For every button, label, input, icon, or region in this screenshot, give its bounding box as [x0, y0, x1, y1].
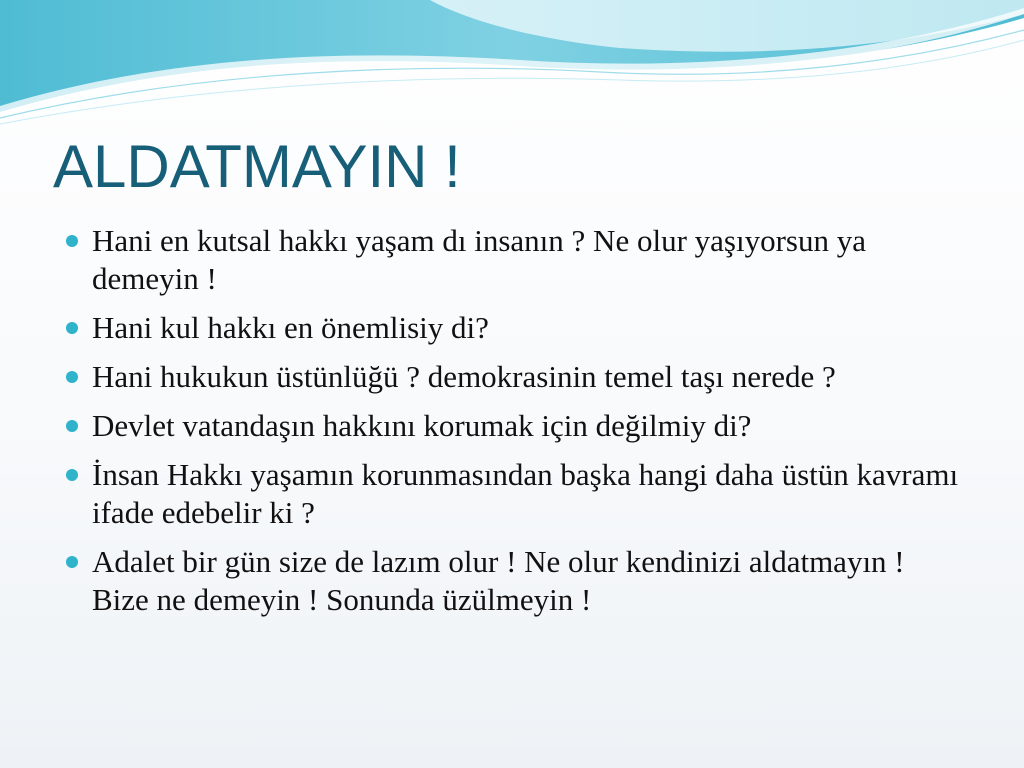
list-item — [64, 407, 964, 445]
bullet-icon — [66, 469, 78, 481]
bullet-text: Hani hukukun üstünlüğü ? demokrasinin temel taşı nerede ? — [92, 359, 836, 394]
bullet-text: Hani en kutsal hakkı yaşam dı insanın ? Ne olur yaşıyorsun ya demeyin ! — [92, 223, 866, 296]
bullet-icon — [66, 420, 78, 432]
bullet-text: Hani kul hakkı en önemlisiy di? — [92, 310, 489, 345]
bullet-icon — [66, 556, 78, 568]
list-item — [64, 309, 964, 347]
list-item — [64, 456, 964, 532]
bullet-icon — [66, 371, 78, 383]
list-item — [64, 222, 964, 298]
bullet-text: Adalet bir gün size de lazım olur ! Ne olur kendinizi aldatmayın ! Bize ne demeyin ! Sonunda üzülmeyin ! — [92, 544, 905, 617]
bullet-list — [64, 222, 964, 630]
bullet-icon — [66, 322, 78, 334]
list-item — [64, 543, 964, 619]
slide-title: ALDATMAYIN ! — [53, 133, 461, 200]
bullet-icon — [66, 235, 78, 247]
bullet-text: İnsan Hakkı yaşamın korunmasından başka hangi daha üstün kavramı ifade edebelir ki ? — [92, 457, 959, 530]
header-wave-decoration — [0, 0, 1024, 130]
list-item — [64, 358, 964, 396]
bullet-text: Devlet vatandaşın hakkını korumak için değilmiy di? — [92, 408, 752, 443]
